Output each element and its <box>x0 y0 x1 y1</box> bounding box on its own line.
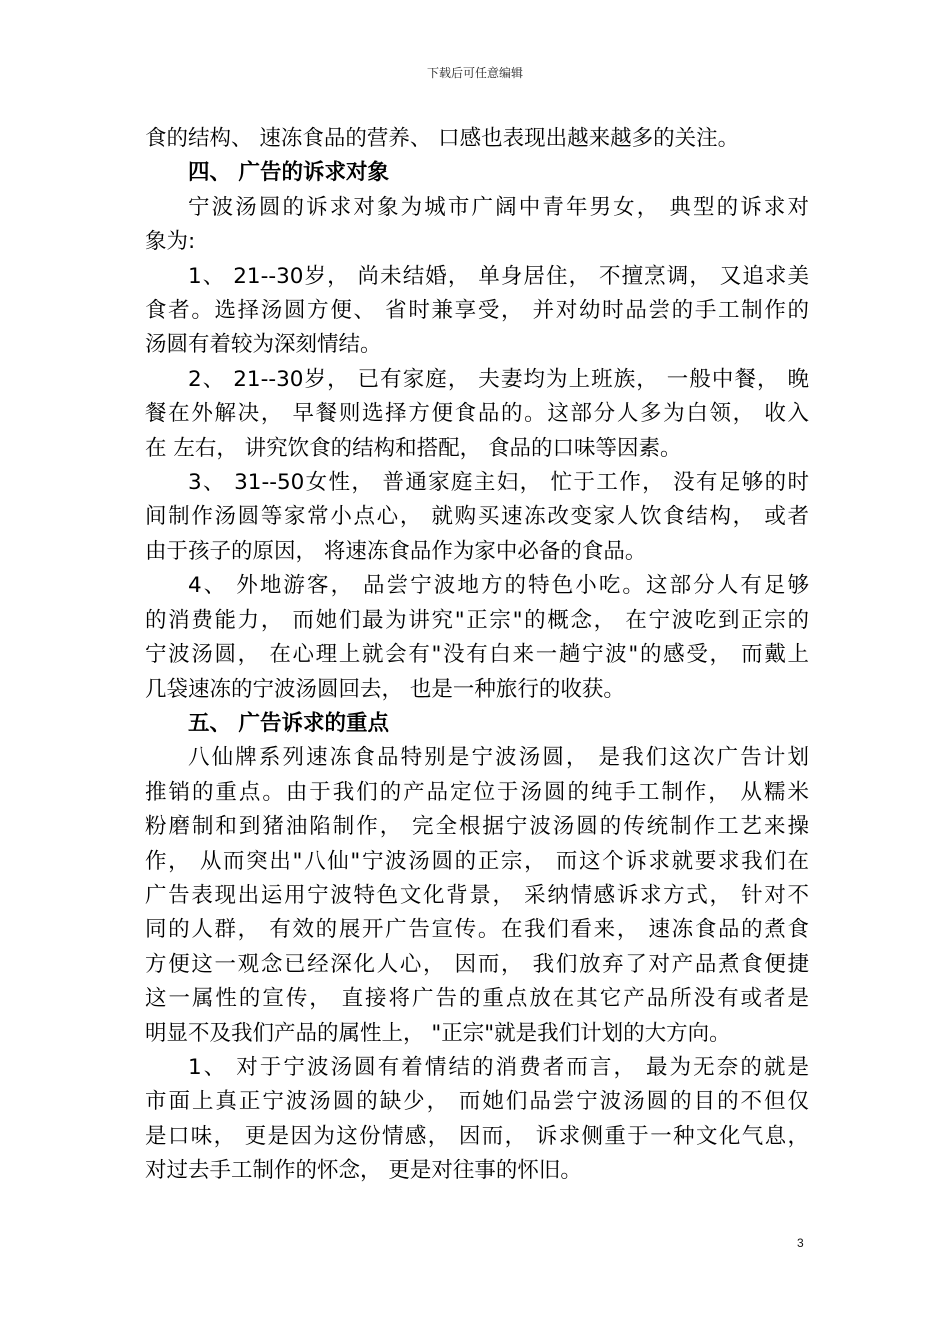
document-body <box>145 122 809 1189</box>
text-line: 食者。选择汤圆方便、 省时兼享受， 并对幼时品尝的手工制作的 <box>145 298 809 324</box>
text-line: 广告表现出运用宁波特色文化背景， 采纳情感诉求方式， 针对不 <box>145 882 809 908</box>
text-line: 是口味， 更是因为这份情感， 因而， 诉求侧重于一种文化气息， <box>145 1123 809 1149</box>
text-line: 明显不及我们产品的属性上， "正宗"就是我们计划的大方向。 <box>145 1020 731 1046</box>
text-line: 4、 外地游客， 品尝宁波地方的特色小吃。这部分人有足够 <box>188 573 809 599</box>
text-line: 由于孩子的原因， 将速冻食品作为家中必备的食品。 <box>145 538 647 564</box>
text-line: 粉磨制和到猪油陷制作， 完全根据宁波汤圆的传统制作工艺来操 <box>145 814 809 840</box>
text-line: 对过去手工制作的怀念， 更是对往事的怀旧。 <box>145 1158 582 1184</box>
page-number: 3 <box>797 1236 804 1250</box>
text-line: 的消费能力， 而她们最为讲究"正宗"的概念， 在宁波吃到正宗的 <box>145 607 809 633</box>
text-line: 方便这一观念已经深化人心， 因而， 我们放弃了对产品煮食便捷 <box>145 951 809 977</box>
text-line: 汤圆有着较为深刻情结。 <box>145 332 382 358</box>
text-line: 餐在外解决， 早餐则选择方便食品的。这部分人多为白领， 收入 <box>145 401 809 427</box>
section-heading: 五、 广告诉求的重点 <box>188 710 389 736</box>
text-line: 作， 从而突出"八仙"宁波汤圆的正宗， 而这个诉求就要求我们在 <box>145 848 809 874</box>
text-line: 这一属性的宣传， 直接将广告的重点放在其它产品所没有或者是 <box>145 986 809 1012</box>
page-header: 下载后可任意编辑 <box>426 66 523 80</box>
text-line: 八仙牌系列速冻食品特别是宁波汤圆， 是我们这次广告计划 <box>188 745 809 771</box>
text-line: 宁波汤圆， 在心理上就会有"没有白来一趟宁波"的感受， 而戴上 <box>145 642 809 668</box>
text-line: 市面上真正宁波汤圆的缺少， 而她们品尝宁波汤圆的目的不但仅 <box>145 1089 809 1115</box>
text-line: 食的结构、 速冻食品的营养、 口感也表现出越来越多的关注。 <box>145 126 740 151</box>
text-line: 3、 31--50女性， 普通家庭主妇， 忙于工作， 没有足够的时 <box>188 470 809 496</box>
text-line: 推销的重点。由于我们的产品定位于汤圆的纯手工制作， 从糯米 <box>145 779 809 805</box>
text-line: 几袋速冻的宁波汤圆回去， 也是一种旅行的收获。 <box>145 676 625 702</box>
text-line: 1、 对于宁波汤圆有着情结的消费者而言， 最为无奈的就是 <box>188 1054 809 1080</box>
text-line: 2、 21--30岁， 已有家庭， 夫妻均为上班族， 一般中餐， 晚 <box>188 366 809 392</box>
text-line: 间制作汤圆等家常小点心， 就购买速冻改变家人饮食结构， 或者 <box>145 504 809 530</box>
text-line: 象为: <box>145 229 196 255</box>
section-heading: 四、 广告的诉求对象 <box>188 160 389 186</box>
text-line: 在 左右， 讲究饮食的结构和搭配， 食品的口味等因素。 <box>145 435 682 461</box>
text-line: 同的人群， 有效的展开广告宣传。在我们看来， 速冻食品的煮食 <box>145 917 809 943</box>
text-line: 宁波汤圆的诉求对象为城市广阔中青年男女， 典型的诉求对 <box>188 194 809 220</box>
text-line: 1、 21--30岁， 尚未结婚， 单身居住， 不擅烹调， 又追求美 <box>188 263 809 289</box>
